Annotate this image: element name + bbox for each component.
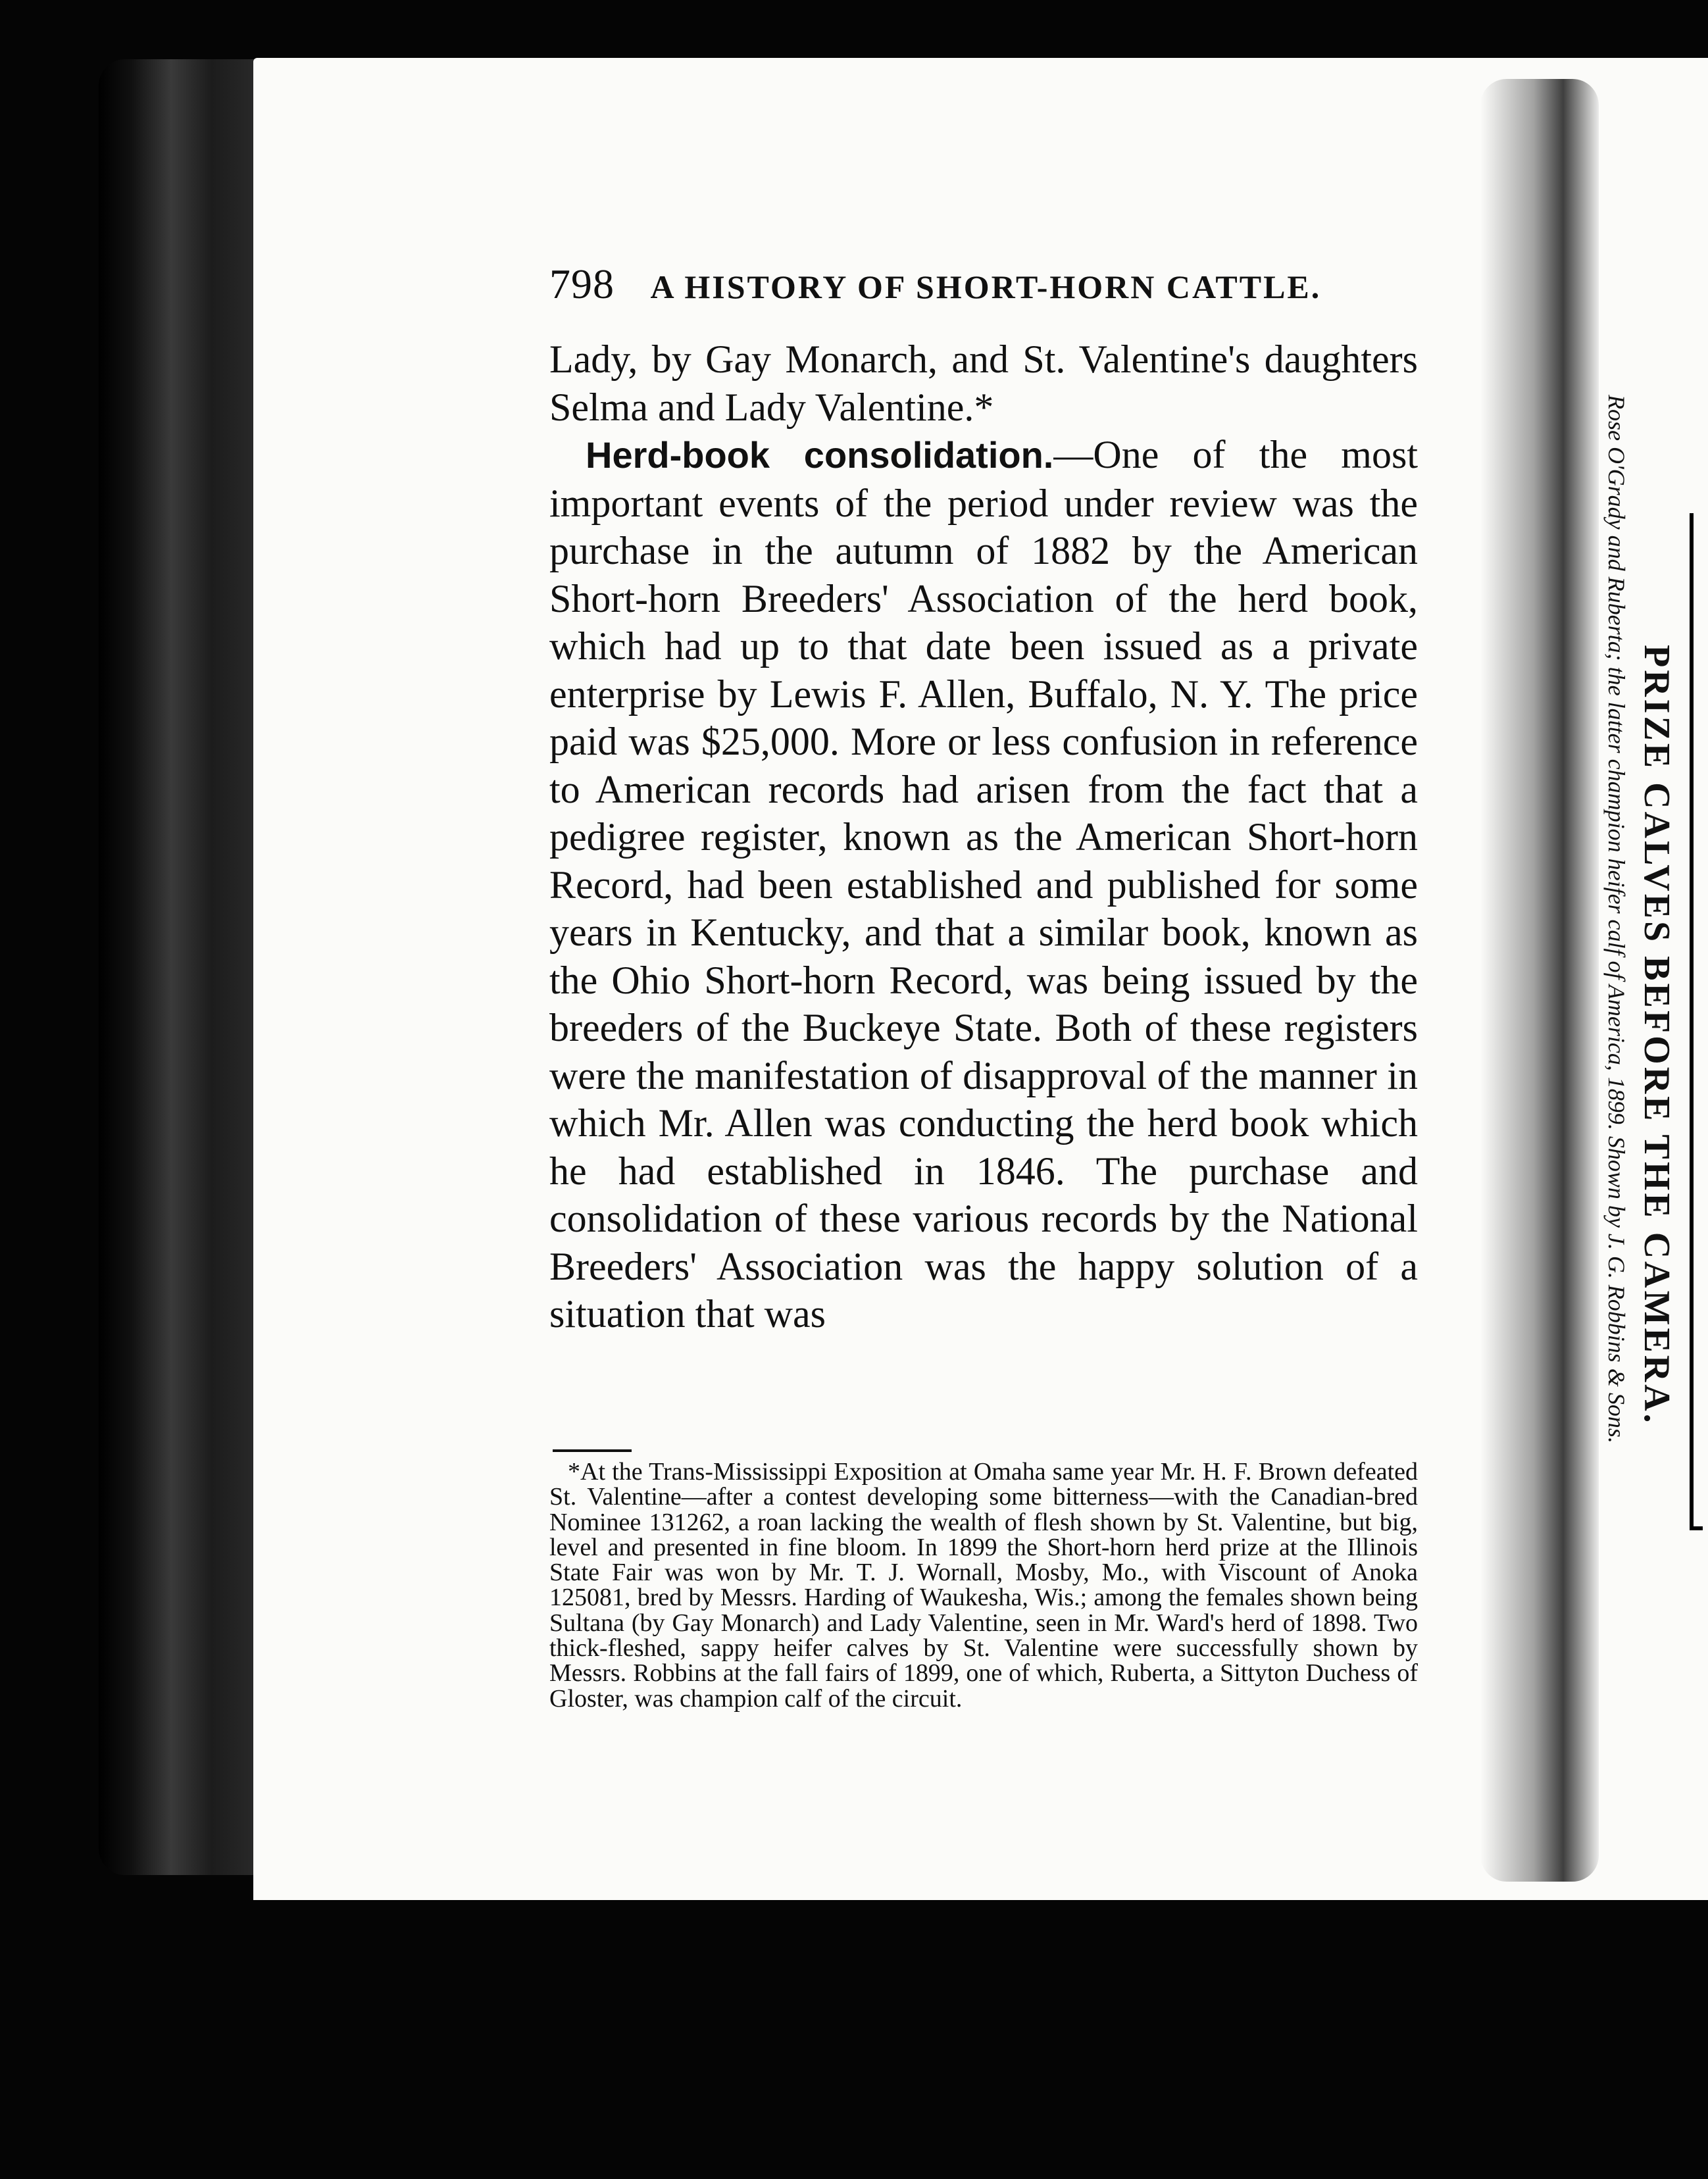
running-head bbox=[549, 260, 1339, 309]
body-text bbox=[549, 336, 1418, 1338]
plate-caption bbox=[1603, 395, 1678, 1645]
footnote bbox=[549, 1459, 1418, 1711]
section-heading: Herd-book consolidation. bbox=[586, 434, 1054, 476]
footnote-rule bbox=[553, 1449, 632, 1452]
opening-paragraph: Lady, by Gay Monarch, and St. Valentine's daughters Selma and Lady Valentine.* bbox=[549, 338, 1418, 429]
section-text: —One of the most important events of the period under review was the purchase in the autumn of 1882 by the American Short-horn Breeders' Association of the herd book, which had up to that date been issued as a private enterprise by Lewis F. Allen, Buffalo, N. Y. The price paid was $25,000. More or less confusion in reference to American records had arisen from the fact that a pedigree register, known as the American Short-horn Record, had been established and published for some years in Kentucky, and that a similar book, known as the Ohio Short-horn Record, was being issued by the breeders of the Buckeye State. Both of these registers were the manifestation of disapproval of the manner in which Mr. Allen was conducting the herd book which he had established in 1846. The purchase and consolidation of these various records by the National Breeders' Association was the happy solution of a situation that was bbox=[549, 433, 1418, 1336]
plate-caption-title: PRIZE CALVES BEFORE THE CAMERA. bbox=[1636, 645, 1677, 1426]
gutter-shadow bbox=[1480, 79, 1599, 1882]
plate-caption-subtitle: Rose O'Grady and Ruberta; the latter champion heifer calf of America, 1899. Shown by J. G. Robbins & Sons. bbox=[1603, 395, 1630, 1443]
book-page-edges bbox=[99, 59, 260, 1875]
plate-border bbox=[1690, 513, 1703, 1530]
running-title: A HISTORY OF SHORT-HORN CATTLE. bbox=[650, 268, 1322, 305]
section-paragraph bbox=[549, 431, 1418, 1338]
page-number: 798 bbox=[549, 261, 615, 307]
footnote-text: *At the Trans-Mississippi Exposition at Omaha same year Mr. H. F. Brown defeated St. Valentine—after a contest developing some bitterness—with the Canadian-bred Nominee 131262, a roan lacking the wealth of flesh shown by St. Valentine, but big, level and presented in fine bloom. In 1899 the Short-horn herd prize at the Illinois State Fair was won by Mr. T. J. Wornall, Mosby, Mo., with Viscount of Anoka 125081, bred by Messrs. Harding of Waukesha, Wis.; among the females shown being Sultana (by Gay Monarch) and Lady Valentine, seen in Mr. Ward's herd of 1898. Two thick-fleshed, sappy heifer calves by St. Valentine were successfully shown by Messrs. Robbins at the fall fairs of 1899, one of which, Ruberta, a Sittyton Duchess of Gloster, was champion calf of the circuit. bbox=[549, 1458, 1418, 1713]
